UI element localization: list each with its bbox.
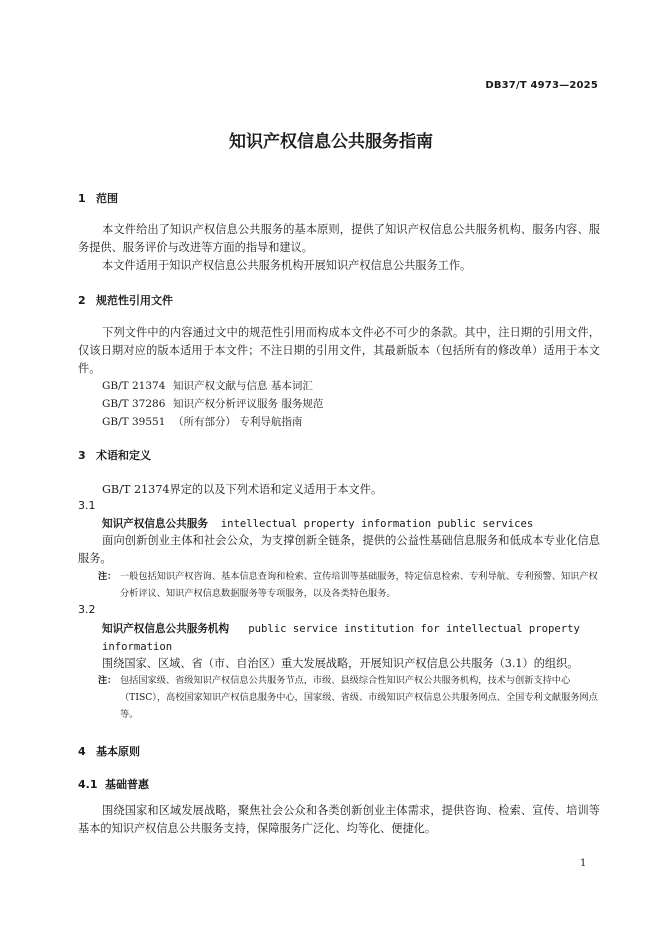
section-title: 基础普惠 [105,778,149,791]
section-title: 规范性引用文件 [96,294,173,307]
section-number: 4.1 [78,778,98,791]
term-3-2: 知识产权信息公共服务机构 public service institution for intellectual property information [102,623,580,653]
term-3-1: 知识产权信息公共服务 intellectual property information public services [102,518,534,530]
section-1-heading [78,190,118,206]
section-title: 术语和定义 [96,449,151,462]
paragraph-basic-inclusive: 围绕国家和区域发展战略，聚焦社会公众和各类创新创业主体需求，提供咨询、检索、宣传、培训等基本的知识产权信息公共服务支持，保障服务广泛化、均等化、便捷化。 [78,804,600,835]
standard-code: DB37/T 4973—2025 [485,80,598,91]
note-3-1: 注： 一般包括知识产权咨询、基本信息查询和检索、宣传培训等基础服务，特定信息检索、专利导航、专利预警、知识产权分析评议、知识产权信息数据服务等专项服务，以及各类特色服务。 [98,571,598,599]
reference-item: GB/T 21374 知识产权文献与信息 基本词汇 [102,380,313,392]
reference-item: GB/T 39551 （所有部分） 专利导航指南 [102,416,303,428]
term-3-1-definition: 面向创新创业主体和社会公众，为支撑创新全链条，提供的公益性基础信息服务和低成本专业化信息服务。 [78,534,600,565]
paragraph-normative-refs: 下列文件中的内容通过文中的规范性引用而构成本文件必不可少的条款。其中，注日期的引用文件，仅该日期对应的版本适用于本文件；不注日期的引用文件，其最新版本（包括所有的修改单）适用于本文件。 [78,326,600,375]
section-number: 4 [78,745,86,758]
paragraph-terms-intro: GB/T 21374界定的以及下列术语和定义适用于本文件。 [102,483,383,496]
paragraph-scope: 本文件给出了知识产权信息公共服务的基本原则，提供了知识产权信息公共服务机构、服务内容、服务提供、服务评价与改进等方面的指导和建议。 [78,223,600,254]
note-3-2: 注： 包括国家级、省级知识产权信息公共服务节点，市级、县级综合性知识产权公共服务机构，技术与创新支持中心（TISC），高校国家知识产权信息服务中心，国家级、省级、市级知识产权信息公共服务网点、全国专利文献服务网点等。 [98,675,598,720]
page-number: 1 [580,858,587,869]
reference-item: GB/T 37286 知识产权分析评议服务 服务规范 [102,398,324,410]
term-3-2-definition: 围绕国家、区域、省（市、自治区）重大发展战略，开展知识产权信息公共服务（3.1）的组织。 [102,657,579,670]
term-3-1-number: 3.1 [78,499,96,512]
section-title: 基本原则 [96,745,140,758]
section-number: 1 [78,192,86,205]
section-3-heading [78,447,151,463]
section-4-heading [78,743,140,759]
term-3-2-number: 3.2 [78,603,96,616]
section-title: 范围 [96,192,118,205]
paragraph-applicability: 本文件适用于知识产权信息公共服务机构开展知识产权信息公共服务工作。 [102,259,472,272]
section-4-1-heading [78,776,149,792]
section-number: 3 [78,449,86,462]
section-number: 2 [78,294,86,307]
document-title: 知识产权信息公共服务指南 [229,132,433,152]
section-2-heading [78,292,173,308]
